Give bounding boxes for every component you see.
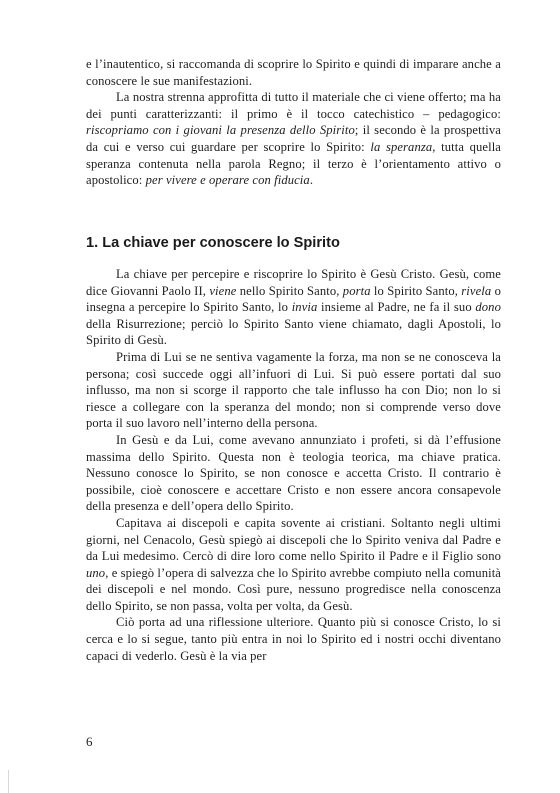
intro-p2-text-d: . xyxy=(309,173,314,188)
body-p1-text-a: La chiave per percepire e riscoprire lo Spirito è Gesù Cristo. Gesù, come dice Giovanni Paolo II, xyxy=(86,267,501,298)
intro-paragraph-2 xyxy=(86,89,501,189)
intro-paragraph-1: e l’inautentico, si raccomanda di scoprire lo Spirito e quindi di imparare anche a conoscere le sue manifestazioni. xyxy=(86,57,501,88)
body-paragraph-2: Prima di Lui se ne sentiva vagamente la forza, ma non se ne conosceva la persona; così succede oggi all’infuori di Lui. Si può essere portati dal suo influsso, ma non si scorge il rapporto che tale influsso ha con Dio; non lo si riesce a collegare con la speranza del mondo; non si comprende verso dove porta il suo lavoro nell’interno della persona. xyxy=(86,349,501,431)
body-p1-italic-1: viene xyxy=(209,283,237,298)
body-p4-italic-1: uno xyxy=(86,565,106,580)
intro-p2-text-c: , tutta quella speranza contenuta nella parola Regno; il terzo è l’orientamento attivo o apostolico: xyxy=(86,139,501,188)
body-p1-italic-5: dono xyxy=(475,300,501,315)
body-p1-text-e: insieme al Padre, ne fa il suo xyxy=(317,300,476,315)
section-body xyxy=(86,266,501,664)
intro-p2-italic-2: la speranza xyxy=(370,139,433,154)
body-paragraph-5: Ciò porta ad una riflessione ulteriore. Quanto più si conosce Cristo, lo si cerca e lo si segue, tanto più entra in noi lo Spirito ed i nostri occhi diventano capaci di vederlo. Gesù è la via per xyxy=(86,615,501,663)
intro-text xyxy=(86,56,501,189)
body-p1-text-b: nello Spirito Santo, xyxy=(236,283,343,298)
body-p4-text-a: Capitava ai discepoli e capita sovente ai cristiani. Soltanto negli ultimi giorni, nel Cenacolo, Gesù spiegò ai discepoli che lo Spirito veniva dal Padre e da Lui medesimo. Cercò di dire loro come nello Spirito il Padre e il Figlio sono xyxy=(86,515,501,564)
intro-p2-italic-3: per vivere e operare con fiducia xyxy=(145,173,310,188)
body-paragraph-3: In Gesù e da Lui, come avevano annunziato i profeti, si dà l’effusione massima dello Spirito. Questa non è teologia teorica, ma chiave pratica. Nessuno conosce lo Spirito, se non conosce e accetta Cristo. Il contrario è possibile, cioè conoscere e accettare Cristo e non essere ancora consapevole della presenza e dell’opera dello Spirito. xyxy=(86,432,501,514)
body-p1-text-f: della Risurrezione; perciò lo Spirito Santo viene chiamato, dagli Apostoli, lo Spirito di Gesù. xyxy=(86,316,501,348)
body-paragraph-1 xyxy=(86,266,501,349)
page-number: 6 xyxy=(86,734,93,749)
body-paragraph-4 xyxy=(86,515,501,615)
intro-p2-italic-1: riscopriamo con i giovani la presenza dello Spirito xyxy=(86,123,355,138)
section-heading: 1. La chiave per conoscere lo Spirito xyxy=(86,235,340,251)
intro-p2-text-a: La nostra strenna approfitta di tutto il materiale che ci viene offerto; ma ha dei punti caratterizzanti: il primo è il tocco catechistico – pedagogico: xyxy=(86,90,501,121)
body-p1-text-d: o insegna a percepire lo Spirito Santo, lo xyxy=(86,283,501,315)
scan-edge-mark xyxy=(0,770,9,793)
body-p4-text-b: , e spiegò l’opera di salvezza che lo Spirito avrebbe compiuto nella comunità dei discepoli e nel mondo. Così pure, nessuno progredisce nella conoscenza dello Spirito, se non passa, volta per volta, da Gesù. xyxy=(86,565,501,613)
body-p1-text-c: lo Spirito Santo, xyxy=(370,283,462,298)
body-p1-italic-3: rivela xyxy=(461,283,492,298)
body-p1-italic-4: invia xyxy=(291,300,318,315)
intro-p2-text-b: ; il secondo è la prospettiva da cui e verso cui guardare per scoprire lo Spirito: xyxy=(86,123,501,154)
body-p1-italic-2: porta xyxy=(342,283,371,298)
